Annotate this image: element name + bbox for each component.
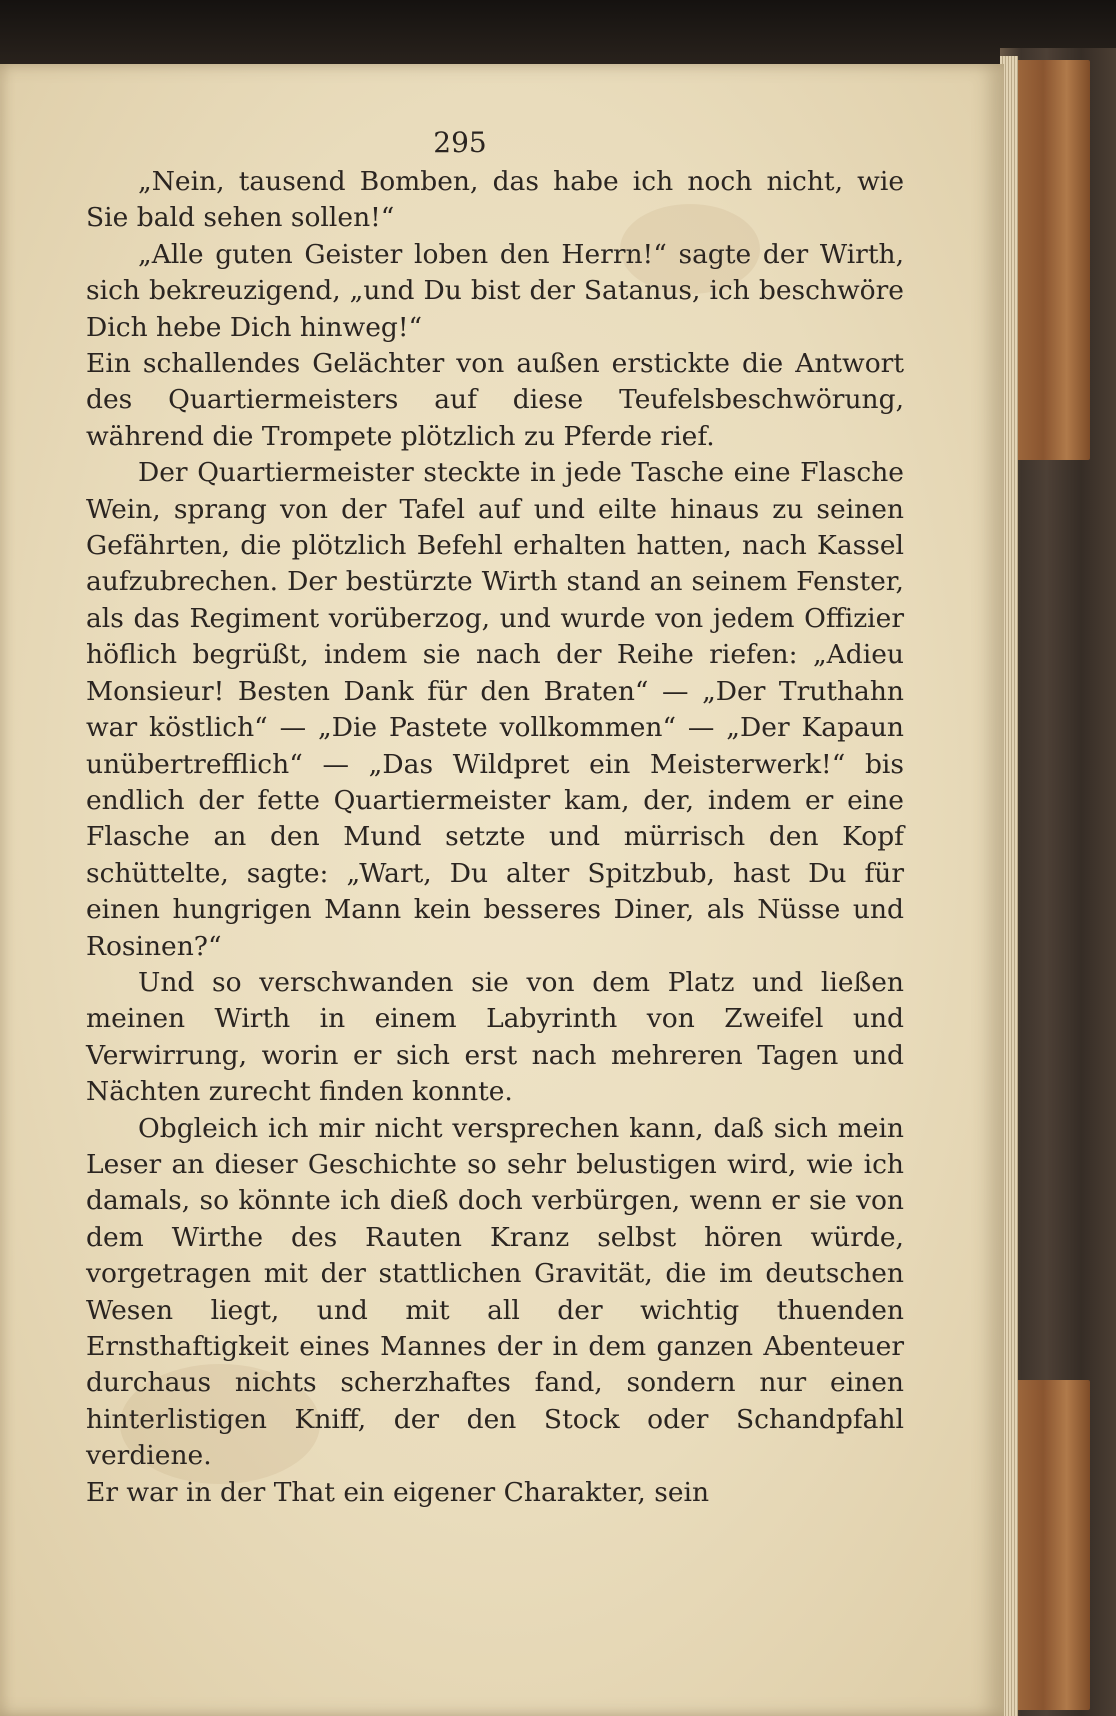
paragraph: Der Quartiermeister steckte in jede Tasche eine Flasche Wein, sprang von der Tafel auf und eilte hinaus zu seinen Gefährten, die plötzlich Befehl erhalten hatten, nach Kassel aufzubrechen. Der bestürzte Wirth stand an seinem Fenster, als das Regiment vorüberzog, und wurde von jedem Offizier höflich begrüßt, indem sie nach der Reihe riefen: „Adieu Monsieur! Besten Dank für den Braten“ — „Der Truthahn war köstlich“ — „Die Pastete vollkommen“ — „Der Kapaun unübertrefflich“ — „Das Wildpret ein Meisterwerk!“ bis endlich der fette Quartiermeister kam, der, indem er eine Flasche an den Mund setzte und mürrisch den Kopf schüttelte, sagte: „Wart, Du alter Spitzbub, hast Du für einen hungrigen Mann kein besseres Diner, als Nüsse und Rosinen?“ [86, 457, 904, 962]
page-number: 295 [433, 126, 487, 159]
paragraph: Er war in der That ein eigener Charakter, sein [86, 1476, 710, 1508]
paragraph: Ein schallendes Gelächter von außen erstickte die Antwort des Quartiermeisters auf diese Teufelsbeschwörung, während die Trompete plötzlich zu Pferde rief. [86, 348, 904, 452]
paragraph: „Alle guten Geister loben den Herrn!“ sagte der Wirth, sich bekreuzigend, „und Du bist der Satanus, ich beschwöre Dich hebe Dich hinweg!“ [86, 238, 904, 343]
body-text [86, 164, 904, 1511]
paragraph: Obgleich ich mir nicht versprechen kann, daß sich mein Leser an dieser Geschichte so sehr belustigen wird, wie ich damals, so könnte ich dieß doch verbürgen, wenn er sie von dem Wirthe des Rauten Kranz selbst hören würde, vorgetragen mit der stattlichen Gravität, die im deutschen Wesen liegt, und mit all der wichtig thuenden Ernsthaftigkeit eines Mannes der in dem ganzen Abenteuer durchaus nichts scherzhaftes fand, sondern nur einen hinterlistigen Kniff, der den Stock oder Schandpfahl verdiene. [86, 1112, 904, 1472]
paragraph: „Nein, tausend Bomben, das habe ich noch nicht, wie Sie bald sehen sollen!“ [86, 166, 904, 234]
leather-corner-bottom [1012, 1380, 1090, 1710]
paragraph: Und so verschwanden sie von dem Platz und ließen meinen Wirth in einem Labyrinth von Zweifel und Verwirrung, worin er sich erst nach mehreren Tagen und Nächten zurecht finden konnte. [86, 966, 904, 1108]
book-board-top [0, 0, 1116, 70]
leather-corner-top [1012, 60, 1090, 460]
